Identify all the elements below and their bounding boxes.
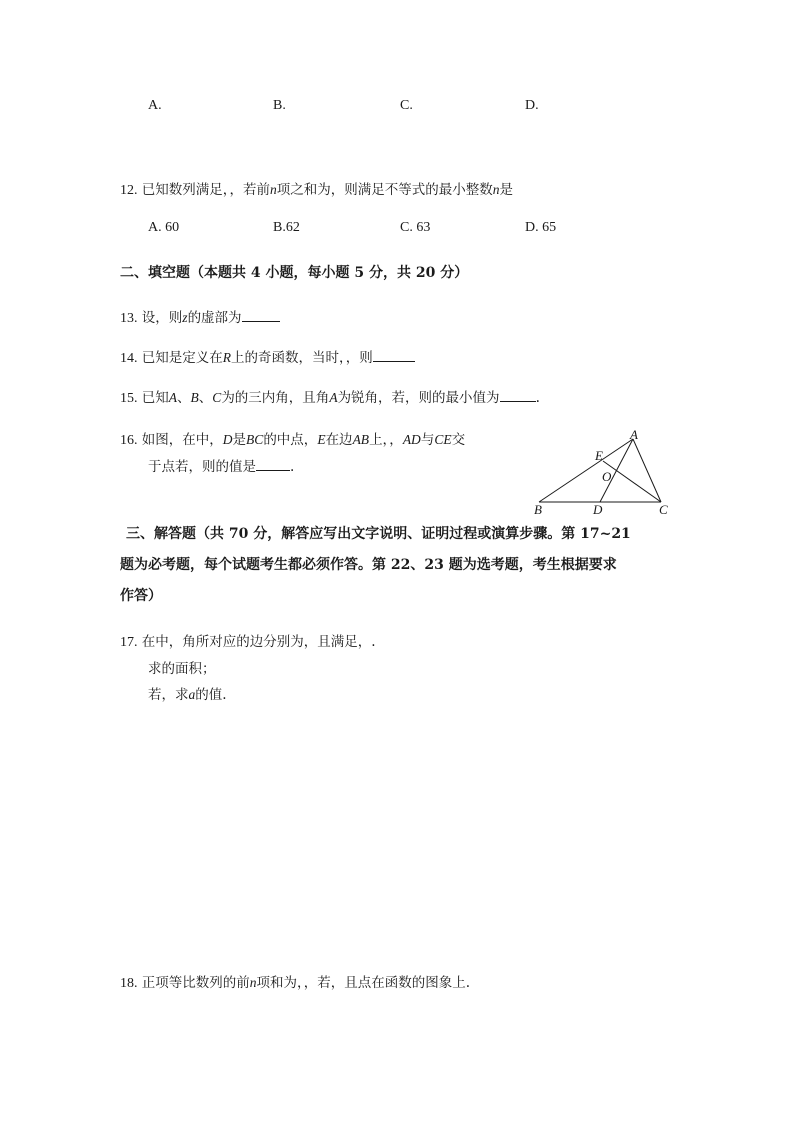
question-text: 在中，角所对应的边分别为，且满足，. [141, 634, 376, 650]
q12-option-d: D. 65 [525, 220, 557, 235]
q12-option-b: B.62 [273, 220, 300, 235]
question-17 [120, 630, 376, 651]
answer-blank [373, 349, 415, 362]
q12-option-a: A. 60 [148, 220, 180, 235]
label-d: D [593, 502, 603, 517]
q11-option-b: B. [273, 98, 286, 113]
question-15: 15. 已知A、B、C为的三内角，且角A为锐角，若，则的最小值为 . [120, 390, 540, 406]
question-number: 17. [120, 635, 138, 650]
section-3-heading-line3: 作答） [120, 588, 162, 604]
question-number: 14. [120, 351, 138, 366]
q12-option-c: C. 63 [400, 220, 431, 235]
label-o: O [602, 469, 612, 484]
q11-option-a: A. [148, 98, 162, 113]
question-number: 12. [120, 183, 138, 198]
question-17-part-1: 求的面积； [148, 661, 216, 677]
question-number: 13. [120, 311, 138, 326]
question-14 [120, 346, 415, 367]
question-text: 如图，在中，D是BC的中点，E在边AB上，，AD与CE交 [141, 432, 466, 448]
question-text: 已知数列满足，，若前n项之和为，则满足不等式的最小整数n是 [141, 182, 514, 198]
question-16-line2: 于点若，则的值是 . [148, 459, 295, 475]
q11-option-c: C. [400, 98, 413, 113]
question-text: 正项等比数列的前n项和为，，若，且点在函数的图象上. [141, 975, 471, 991]
question-text: 设，则z的虚部为 [141, 310, 242, 326]
side-ab [539, 439, 633, 502]
answer-blank [242, 309, 280, 322]
label-b: B [534, 502, 542, 517]
label-a: A [630, 427, 638, 442]
answer-blank [500, 389, 536, 402]
question-text: 已知A、B、C为的三内角，且角A为锐角，若，则的最小值为 [141, 390, 500, 406]
question-text: 已知是定义在R上的奇函数，当时，，则 [141, 350, 373, 366]
answer-blank [256, 458, 290, 471]
label-c: C [659, 502, 668, 517]
q11-option-d: D. [525, 98, 539, 113]
question-number: 16. [120, 433, 138, 448]
question-18 [120, 971, 470, 992]
question-number: 18. [120, 976, 138, 991]
triangle-figure [530, 424, 680, 520]
section-3-heading-line1: 三、解答题（共 70 分，解答应写出文字说明、证明过程或演算步骤。第 17~21 [126, 526, 631, 542]
question-17-part-2: 若，求a的值. [148, 687, 227, 703]
section-2-heading: 二、填空题（本题共 4 小题，每小题 5 分，共 20 分） [120, 265, 469, 281]
question-number: 15. [120, 391, 138, 406]
question-16 [120, 428, 465, 449]
section-3-heading-line2: 题为必考题，每个试题考生都必须作答。第 22、23 题为选考题，考生根据要求 [120, 557, 617, 573]
question-12 [120, 178, 513, 199]
question-13 [120, 306, 280, 327]
label-e: E [595, 448, 603, 463]
